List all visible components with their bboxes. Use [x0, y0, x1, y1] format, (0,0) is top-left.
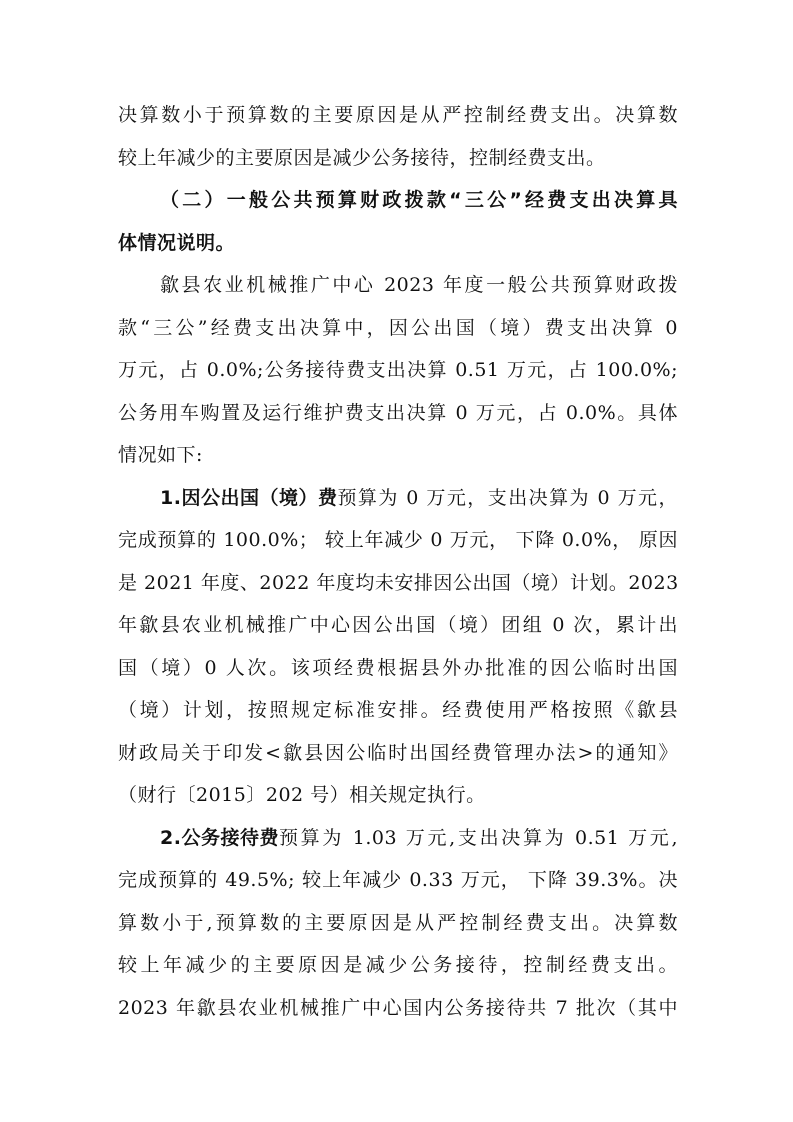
paragraph-line: 情况如下:: [118, 444, 203, 466]
item-heading: 1.因公出国（境）费: [160, 487, 338, 509]
paragraph-line: 万元，占 0.0%;公务接待费支出决算 0.51 万元，占 100.0%;: [118, 359, 678, 381]
paragraph-line: 2023 年歙县农业机械推广中心国内公务接待共 7 批次（其中: [118, 997, 678, 1019]
paragraph-line: [160, 486, 678, 510]
item-heading: 2.公务接待费: [160, 827, 279, 849]
paragraph-line: 决算数小于预算数的主要原因是从严控制经费支出。决算数: [118, 104, 678, 126]
paragraph-line: [160, 826, 678, 850]
paragraph-line: 算数小于,预算数的主要原因是从严控制经费支出。决算数: [118, 912, 678, 934]
paragraph-line: 款“三公”经费支出决算中，因公出国（境）费支出决算 0: [118, 317, 678, 339]
paragraph-text: 预算为 0 万元，支出决算为 0 万元，: [337, 487, 678, 509]
section-heading: （二）一般公共预算财政拨款“三公”经费支出决算具: [160, 189, 678, 211]
paragraph-line: 是 2021 年度、2022 年度均未安排因公出国（境）计划。2023: [118, 572, 679, 594]
paragraph-line: 国（境）0 人次。该项经费根据县外办批准的因公临时出国: [118, 657, 678, 679]
paragraph-line: （财行〔2015〕202 号）相关规定执行。: [118, 784, 486, 806]
paragraph-line: 较上年减少的主要原因是减少公务接待，控制经费支出。: [118, 954, 678, 976]
paragraph-line: 公务用车购置及运行维护费支出决算 0 万元，占 0.0%。具体: [118, 402, 678, 424]
paragraph-line: 年歙县农业机械推广中心因公出国（境）团组 0 次，累计出: [118, 614, 678, 636]
paragraph-line: 完成预算的 49.5%; 较上年减少 0.33 万元， 下降 39.3%。决: [118, 869, 678, 891]
paragraph-text: 预算为 1.03 万元,支出决算为 0.51 万元,: [278, 827, 678, 849]
paragraph-line: 财政局关于印发<歙县因公临时出国经费管理办法>的通知》: [118, 742, 678, 764]
paragraph-line: 完成预算的 100.0%； 较上年减少 0 万元， 下降 0.0%， 原因: [118, 529, 678, 551]
paragraph-line: （境）计划，按照规定标准安排。经费使用严格按照《歙县: [118, 699, 678, 721]
paragraph-line: 较上年减少的主要原因是减少公务接待，控制经费支出。: [118, 147, 606, 169]
paragraph-line: 歙县农业机械推广中心 2023 年度一般公共预算财政拨: [160, 274, 678, 296]
section-heading: 体情况说明。: [118, 232, 236, 254]
